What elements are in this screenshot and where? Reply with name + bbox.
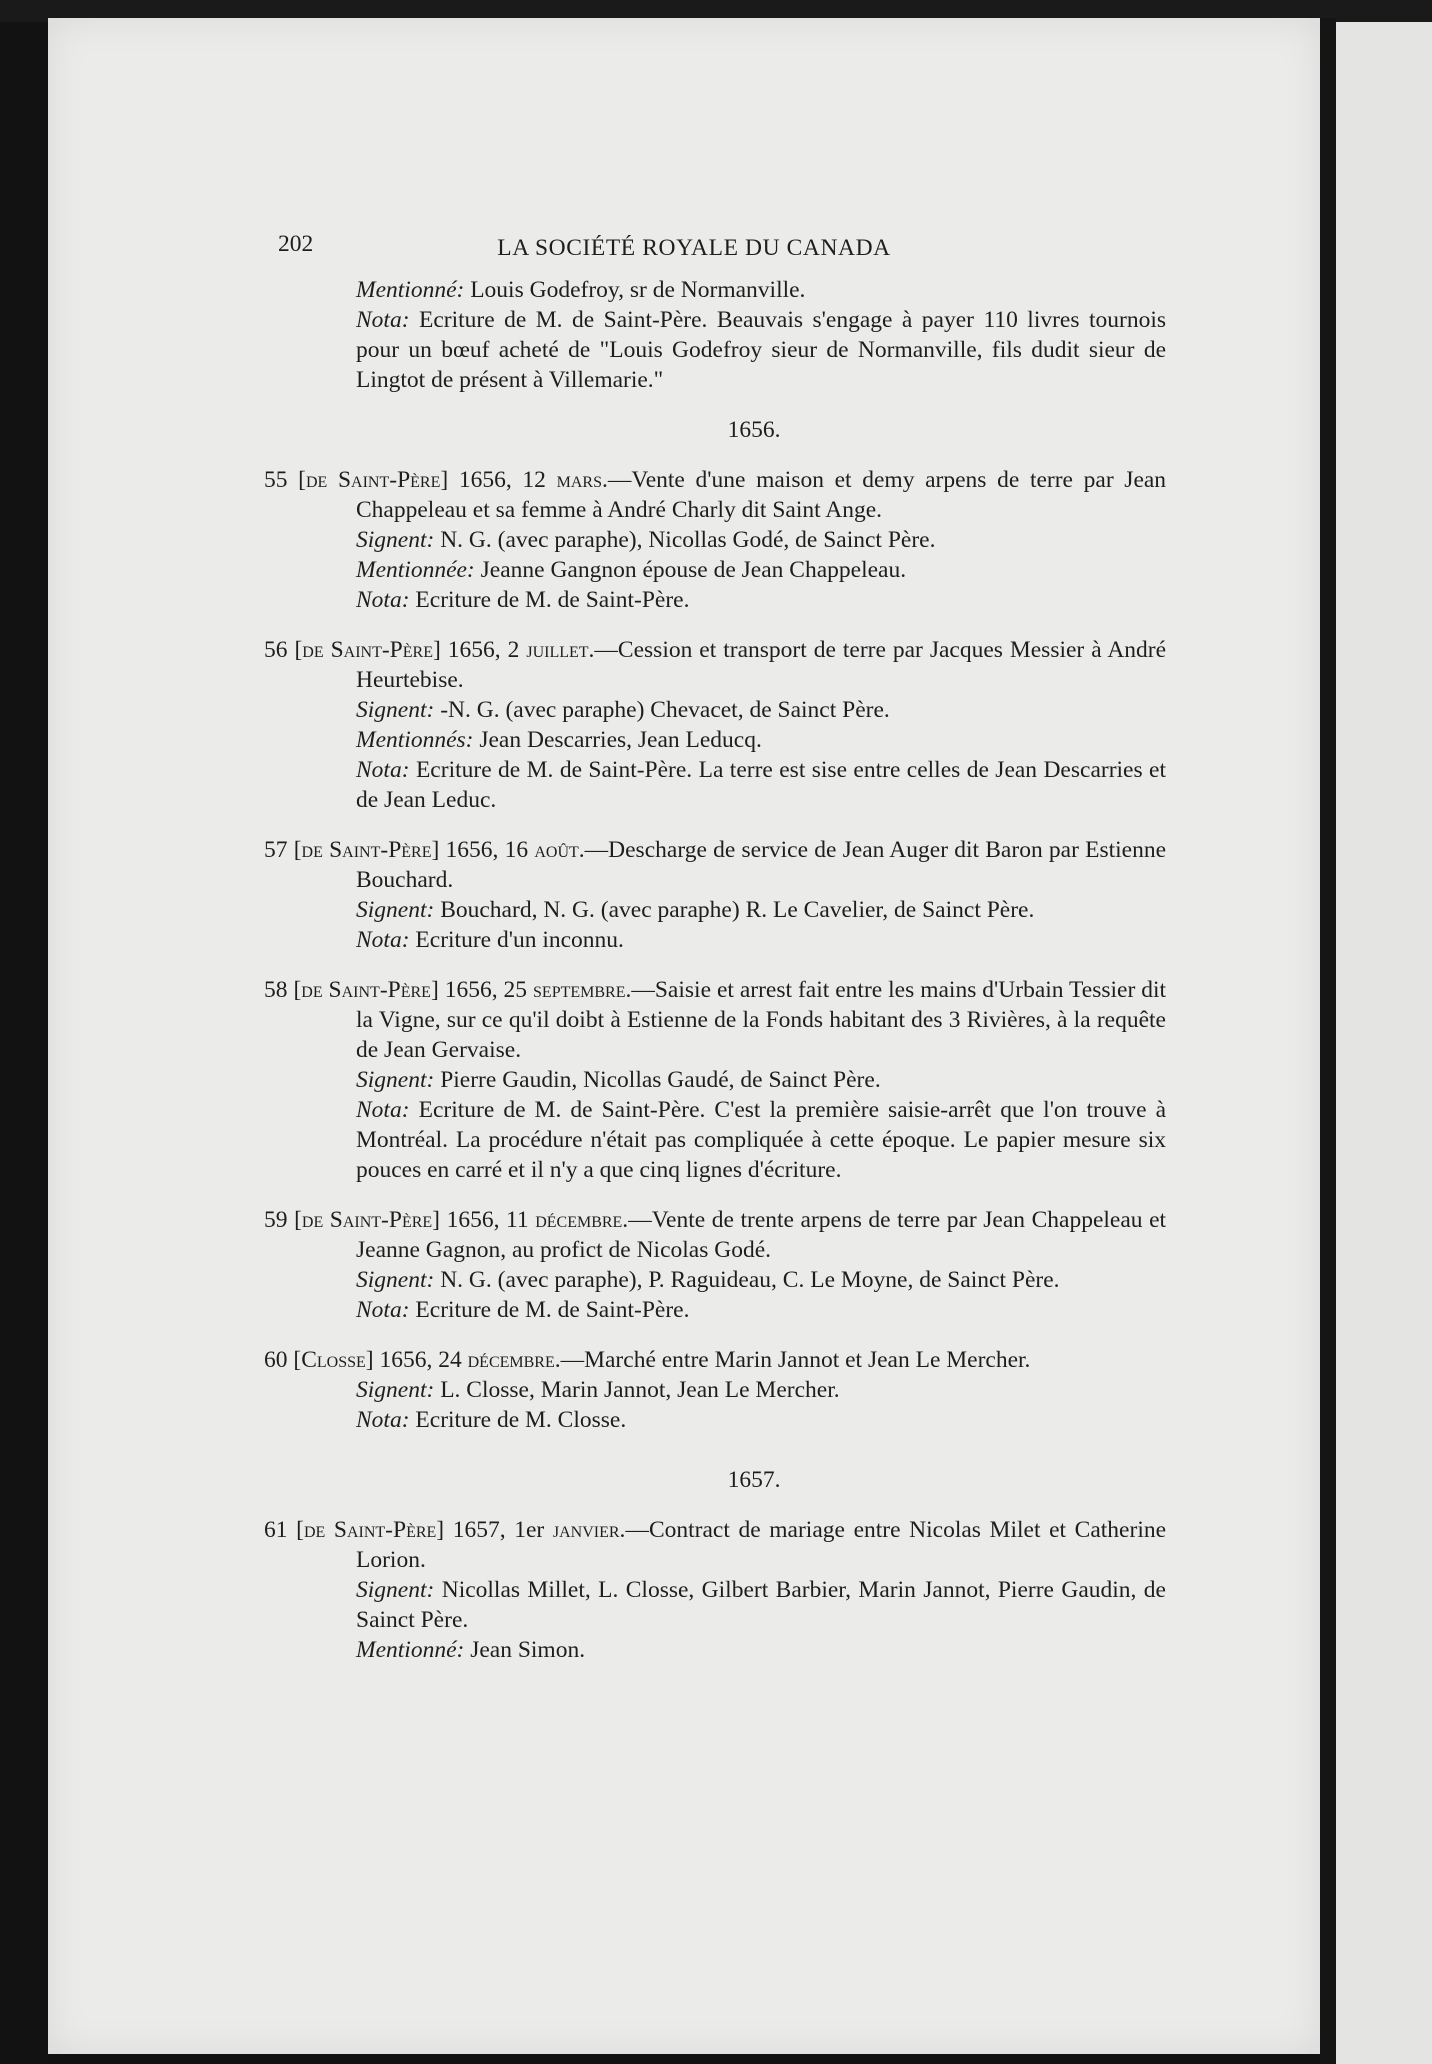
entry-date: 1656, 11 [446,1207,529,1233]
entry-note-line [356,895,1166,925]
entry-month: août. [534,837,585,863]
note-text: L. Closse, Marin Jannot, Jean Le Mercher. [440,1377,840,1403]
page-header [222,225,1166,269]
year-heading-1657: 1657. [727,1467,781,1493]
entry-note-line [356,585,1166,615]
entry-title: —Vente d'une maison et demy arpens de terre par Jean Chappeleau et sa femme à André Charly dit Saint Ange. [356,467,1167,523]
value: Louis Godefroy, sr de Normanville. [470,277,806,303]
entry-heading [264,635,1167,695]
catalog-entry [222,1205,1166,1325]
continuation-mentionne [356,275,1166,305]
note-text: Jean Descarries, Jean Leducq. [479,727,762,753]
note-text: Ecriture de M. Closse. [415,1407,627,1433]
entry-heading [264,975,1167,1065]
note-text: N. G. (avec paraphe), P. Raguideau, C. Le Moyne, de Sainct Père. [440,1267,1060,1293]
entry-note-line [356,1635,1166,1665]
text-column [222,225,1166,1665]
continuation-block [222,275,1166,395]
note-label: Signent: [356,527,435,553]
entry-heading [264,835,1167,895]
entry-note-line [356,925,1166,955]
scan-left-edge [0,0,48,2064]
note-label: Signent: [356,1267,435,1293]
page-number: 202 [278,231,314,257]
entry-source: [de Saint-Père] [296,1517,445,1543]
entry-heading [264,465,1167,525]
entry-month: janvier. [552,1517,626,1543]
entry-note-line [356,1065,1166,1095]
entry-number: 57 [264,837,288,863]
entry-number: 58 [264,977,288,1003]
note-label: Signent: [356,1067,435,1093]
note-label: Nota: [356,927,410,953]
entry-note-line [356,755,1166,815]
running-head: LA SOCIÉTÉ ROYALE DU CANADA [497,235,891,261]
note-label: Mentionné: [356,1637,465,1663]
catalog-entry [222,835,1166,955]
entry-heading [264,1515,1167,1575]
value: Ecriture de M. de Saint-Père. Beauvais s'engage à payer 110 livres tournois pour un bœuf acheté de "Louis Godefroy sieur de Normanville, fils dudit sieur de Lingtot de présent à Villemarie." [356,307,1166,393]
entry-heading [264,1205,1167,1265]
entry-note-line [356,1375,1166,1405]
entry-source: [de Saint-Père] [294,1207,440,1233]
entry-date: 1656, 12 [458,467,546,493]
entry-source: [de Saint-Père] [293,977,439,1003]
note-text: N. G. (avec paraphe), Nicollas Godé, de Sainct Père. [440,527,936,553]
entry-number: 56 [264,637,288,663]
entry-note-line [356,1095,1166,1185]
continuation-nota [356,305,1166,395]
note-label: Mentionnés: [356,727,474,753]
note-label: Signent: [356,697,435,723]
entry-source: [de Saint-Père] [294,637,441,663]
entry-title: —Saisie et arrest fait entre les mains d'Urbain Tessier dit la Vigne, sur ce qu'il doibt à Estienne de la Fonds habitant des 3 Rivières, à la requête de Jean Gervaise. [356,977,1167,1063]
entry-title: —Vente de trente arpens de terre par Jean Chappeleau et Jeanne Gagnon, au profict de Nicolas Godé. [356,1207,1167,1263]
entry-title: —Marché entre Marin Jannot et Jean Le Mercher. [560,1347,1031,1373]
label: Mentionné: [356,277,465,303]
entry-date: 1656, 16 [445,837,529,863]
note-label: Nota: [356,1097,410,1123]
entry-note-line [356,725,1166,755]
entry-month: décembre. [467,1347,561,1373]
catalog-entry [222,1515,1166,1665]
entry-title: —Cession et transport de terre par Jacques Messier à André Heurtebise. [356,637,1167,693]
note-text: Ecriture de M. de Saint-Père. [415,1297,690,1323]
entry-month: mars. [556,467,608,493]
note-text: Ecriture de M. de Saint-Père. [415,587,690,613]
catalog-entry [222,975,1166,1185]
year-heading-1656: 1656. [727,417,781,443]
entry-number: 59 [264,1207,288,1233]
note-label: Signent: [356,1577,435,1603]
entry-month: septembre. [533,977,632,1003]
entry-date: 1656, 25 [444,977,528,1003]
note-text: -N. G. (avec paraphe) Chevacet, de Sainct Père. [440,697,890,723]
label: Nota: [356,307,410,333]
entry-date: 1656, 24 [379,1347,462,1373]
entry-date: 1656, 2 [447,637,520,663]
catalog-entry [222,1345,1166,1435]
entry-note-line [356,695,1166,725]
note-label: Nota: [356,587,410,613]
page-gutter [1320,18,1336,2064]
note-text: Pierre Gaudin, Nicollas Gaudé, de Sainct Père. [440,1067,881,1093]
entry-date: 1657, 1er [452,1517,545,1543]
note-text: Nicollas Millet, L. Closse, Gilbert Barbier, Marin Jannot, Pierre Gaudin, de Sainct Père. [356,1577,1166,1633]
entry-title: —Contract de mariage entre Nicolas Milet et Catherine Lorion. [356,1517,1167,1573]
note-label: Signent: [356,1377,435,1403]
entry-month: décembre. [535,1207,629,1233]
entry-note-line [356,525,1166,555]
note-label: Nota: [356,1407,410,1433]
entry-title: —Descharge de service de Jean Auger dit Baron par Estienne Bouchard. [356,837,1167,893]
entry-source: [Closse] [293,1347,374,1373]
entry-month: juillet. [526,637,595,663]
note-text: Jeanne Gangnon épouse de Jean Chappeleau. [480,557,907,583]
catalog-entry [222,465,1166,615]
entry-note-line [356,1295,1166,1325]
note-label: Mentionnée: [356,557,475,583]
entry-source: [de Saint-Père] [298,467,449,493]
note-text: Bouchard, N. G. (avec paraphe) R. Le Cavelier, de Sainct Père. [440,897,1035,923]
note-text: Ecriture de M. de Saint-Père. C'est la première saisie-arrêt que l'on trouve à Montréal. La procédure n'était pas compliquée à cette époque. Le papier mesure six pouces en carré et il n'y a que cinq lignes d'écriture. [356,1097,1167,1183]
note-label: Signent: [356,897,435,923]
entry-note-line [356,1265,1166,1295]
entry-note-line [356,1575,1166,1635]
entry-number: 60 [264,1347,288,1373]
adjacent-page-edge [1336,22,1432,2064]
note-text: Ecriture de M. de Saint-Père. La terre est sise entre celles de Jean Descarries et de Jean Leduc. [356,757,1167,813]
entry-number: 61 [264,1517,288,1543]
note-text: Ecriture d'un inconnu. [415,927,624,953]
entry-note-line [356,555,1166,585]
entry-number: 55 [264,467,288,493]
note-label: Nota: [356,1297,410,1323]
entry-heading [264,1345,1166,1375]
entry-note-line [356,1405,1166,1435]
note-label: Nota: [356,757,410,783]
catalog-entry [222,635,1166,815]
entry-source: [de Saint-Père] [293,837,440,863]
note-text: Jean Simon. [470,1637,586,1663]
